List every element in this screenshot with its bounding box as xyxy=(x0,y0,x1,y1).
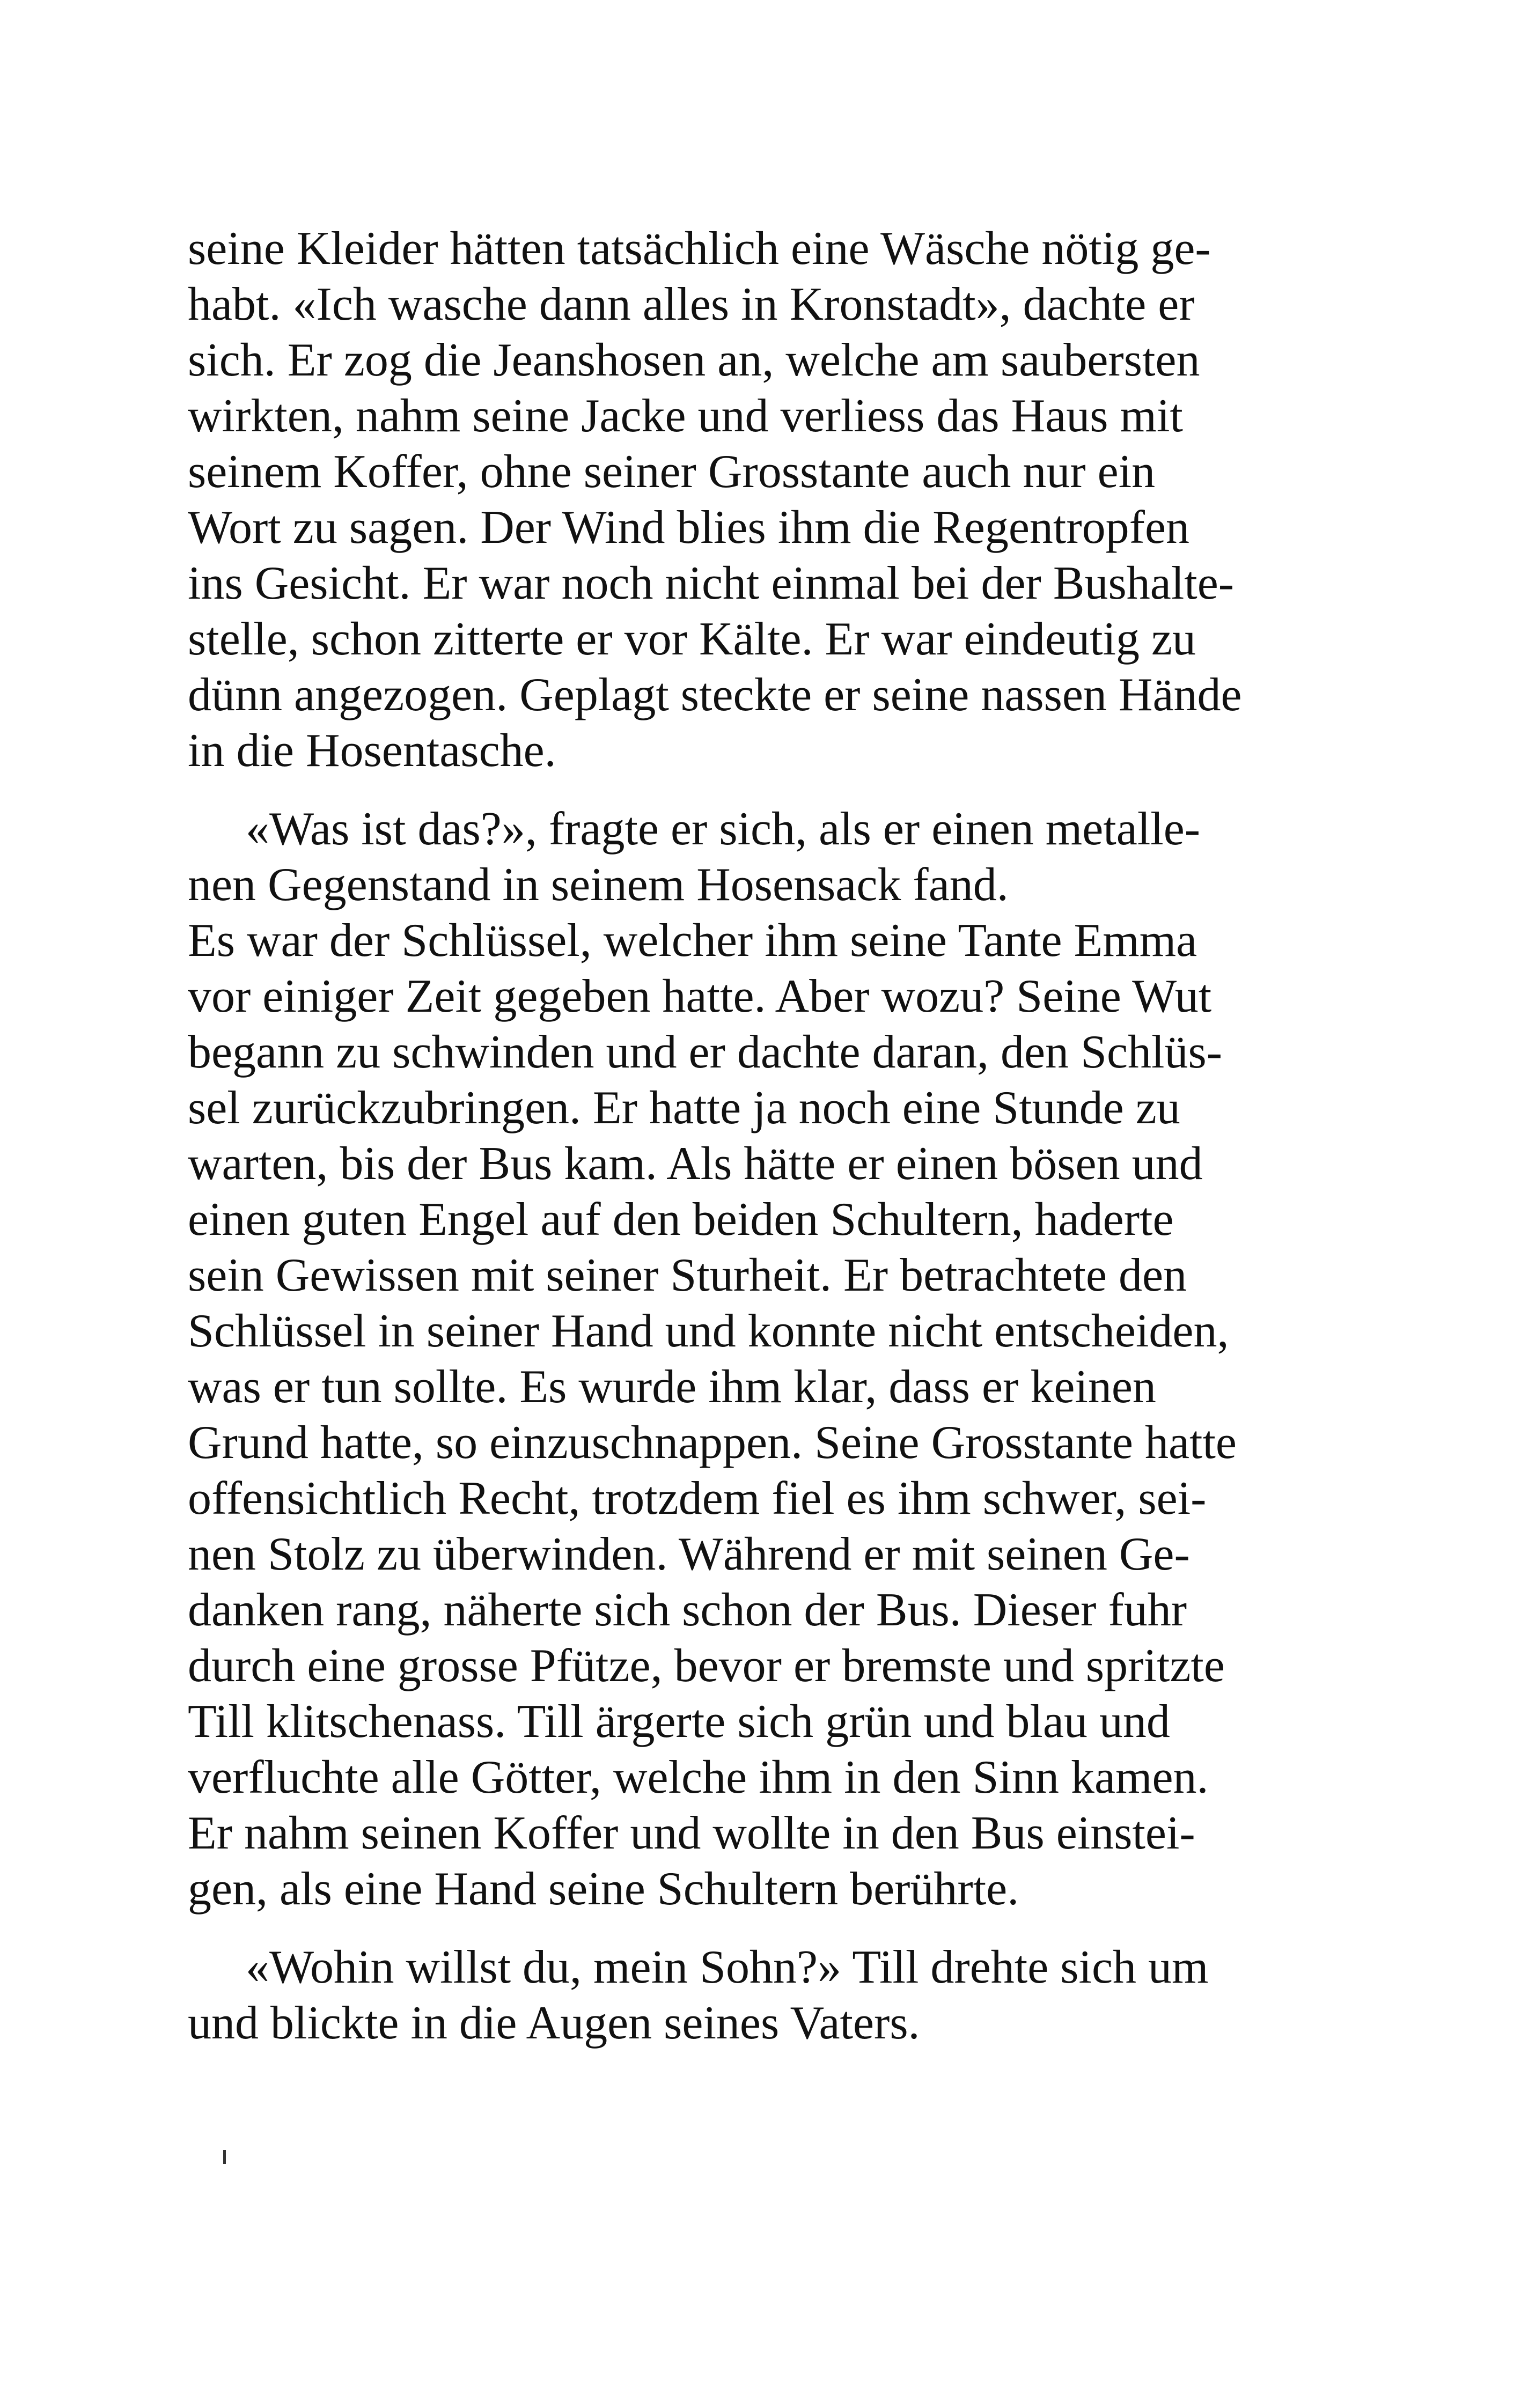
text-line: Grund hatte, so einzuschnappen. Seine Grosstante hatte xyxy=(188,1417,1237,1469)
text-line: seine Kleider hätten tatsächlich eine Wäsche nötig ge- xyxy=(188,223,1211,275)
text-line: Es war der Schlüssel, welcher ihm seine Tante Emma xyxy=(188,915,1197,967)
text-line: warten, bis der Bus kam. Als hätte er einen bösen und xyxy=(188,1138,1203,1190)
text-line: seinem Koffer, ohne seiner Grosstante auch nur ein xyxy=(188,446,1156,498)
text-line: ins Gesicht. Er war noch nicht einmal bei der Bushalte- xyxy=(188,557,1235,609)
page-mark xyxy=(223,2150,226,2164)
text-line: wirkten, nahm seine Jacke und verliess das Haus mit xyxy=(188,390,1183,442)
paragraph-2 xyxy=(188,801,1288,1917)
paragraph-spacer xyxy=(188,779,1288,801)
text-line: und blickte in die Augen seines Vaters. xyxy=(188,1997,920,2049)
text-line: sich. Er zog die Jeanshosen an, welche am saubersten xyxy=(188,334,1200,386)
text-line: gen, als eine Hand seine Schultern berührte. xyxy=(188,1863,1019,1915)
text-line: sein Gewissen mit seiner Sturheit. Er betrachtete den xyxy=(188,1249,1187,1301)
text-line: sel zurückzubringen. Er hatte ja noch eine Stunde zu xyxy=(188,1082,1180,1134)
text-line: offensichtlich Recht, trotzdem fiel es ihm schwer, sei- xyxy=(188,1472,1207,1525)
text-line: Schlüssel in seiner Hand und konnte nicht entscheiden, xyxy=(188,1305,1229,1357)
text-line: einen guten Engel auf den beiden Schultern, haderte xyxy=(188,1194,1174,1246)
paragraph-spacer xyxy=(188,1917,1288,1940)
text-line: «Was ist das?», fragte er sich, als er einen metalle- xyxy=(246,803,1201,855)
text-line: Er nahm seinen Koffer und wollte in den Bus einstei- xyxy=(188,1807,1195,1859)
body-text xyxy=(188,221,1288,2051)
paragraph-1 xyxy=(188,221,1288,779)
text-line: verfluchte alle Götter, welche ihm in den Sinn kamen. xyxy=(188,1751,1209,1803)
text-line: vor einiger Zeit gegeben hatte. Aber wozu? Seine Wut xyxy=(188,970,1212,1022)
text-line: durch eine grosse Pfütze, bevor er bremste und spritzte xyxy=(188,1640,1225,1692)
text-line: dünn angezogen. Geplagt steckte er seine nassen Hände xyxy=(188,669,1242,721)
text-line: «Wohin willst du, mein Sohn?» Till drehte sich um xyxy=(246,1941,1209,1993)
text-line: Wort zu sagen. Der Wind blies ihm die Regentropfen xyxy=(188,502,1190,554)
text-line: in die Hosentasche. xyxy=(188,725,556,777)
text-line: nen Gegenstand in seinem Hosensack fand. xyxy=(188,859,1009,911)
text-line: begann zu schwinden und er dachte daran, den Schlüs- xyxy=(188,1026,1223,1078)
text-line: danken rang, näherte sich schon der Bus. Dieser fuhr xyxy=(188,1584,1187,1636)
text-line: nen Stolz zu überwinden. Während er mit seinen Ge- xyxy=(188,1528,1190,1580)
text-line: Till klitschenass. Till ärgerte sich grün und blau und xyxy=(188,1696,1170,1748)
text-line: stelle, schon zitterte er vor Kälte. Er war eindeutig zu xyxy=(188,613,1196,665)
text-line: habt. «Ich wasche dann alles in Kronstadt», dachte er xyxy=(188,278,1195,330)
text-line: was er tun sollte. Es wurde ihm klar, dass er keinen xyxy=(188,1361,1156,1413)
paragraph-3 xyxy=(188,1940,1288,2051)
